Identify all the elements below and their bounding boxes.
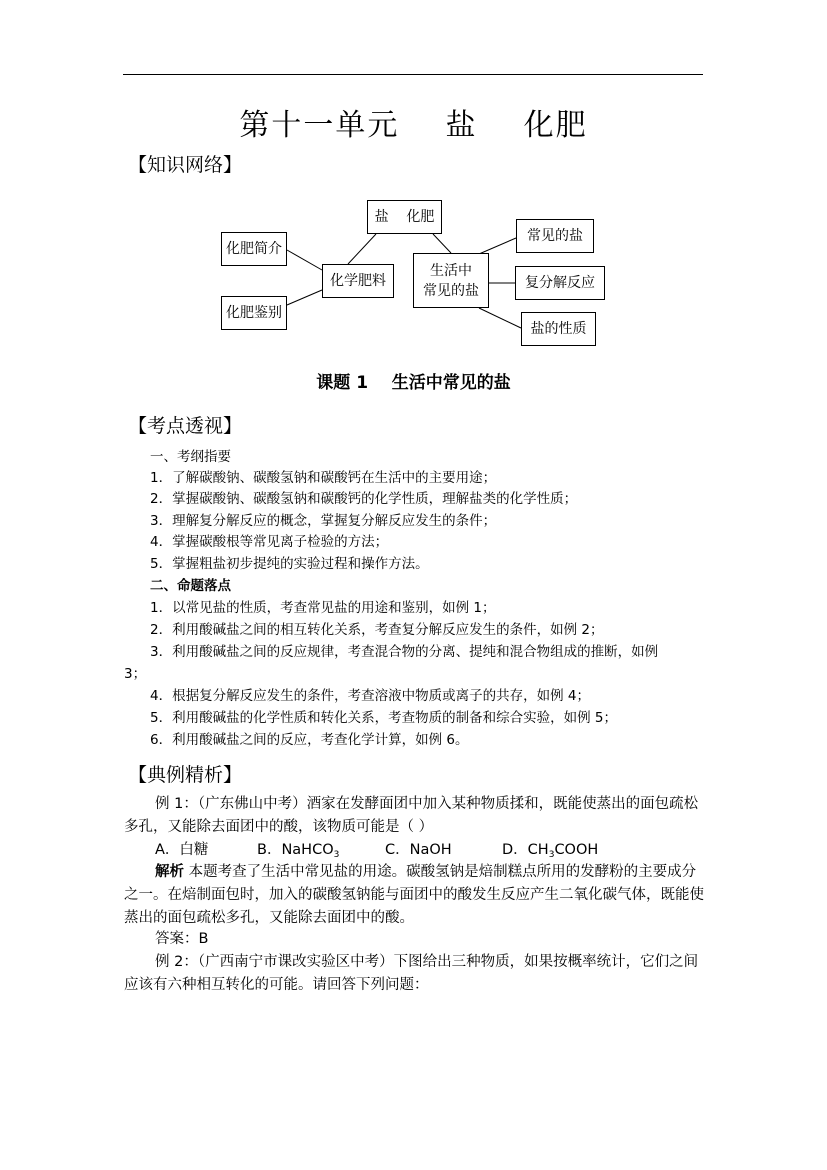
- outline-item: 2．掌握碳酸钠、碳酸氢钠和碳酸钙的化学性质，理解盐类的化学性质；: [150, 491, 578, 507]
- option-a: A．白糖: [155, 842, 209, 858]
- diagram-node-double-decomposition: 复分解反应: [515, 266, 605, 300]
- example-1-answer: 答案：B: [155, 931, 209, 947]
- diagram-node-salt-properties: 盐的性质: [521, 312, 596, 346]
- connector-left-top: [287, 250, 322, 270]
- option-d: D．$CH_3COOH$: [502, 842, 599, 860]
- section-exam-points: 【考点透视】: [128, 415, 243, 437]
- diagram-node-common-salt: 生活中 常见的盐: [413, 253, 489, 308]
- outline-item: 3．利用酸碱盐之间的反应规律，考查混合物的分离、提纯和混合物组成的推断，如例: [150, 644, 659, 660]
- outline-item: 5．利用酸碱盐的化学性质和转化关系，考查物质的制备和综合实验，如例 5；: [150, 710, 617, 726]
- analysis-label: 解析: [155, 864, 184, 880]
- outline-item: 6．利用酸碱盐之间的反应，考查化学计算，如例 6。: [150, 732, 469, 748]
- outline-item: 4．掌握碳酸根等常见离子检验的方法；: [150, 534, 389, 550]
- connector-right-top: [479, 238, 516, 254]
- knowledge-diagram: [205, 190, 615, 355]
- outline-item: 5．掌握粗盐初步提纯的实验过程和操作方法。: [150, 556, 429, 572]
- outline-item: 2．利用酸碱盐之间的相互转化关系，考查复分解反应发生的条件，如例 2；: [150, 622, 604, 638]
- connector-root-left: [348, 234, 376, 264]
- section-examples: 【典例精析】: [128, 764, 243, 786]
- unit-title: 第十一单元 盐 化肥: [239, 108, 588, 143]
- analysis-text: 本题考查了生活中常见盐的用途。碳酸氢钠是焙制糕点所用的发酵粉的主要成分之一。在焙制面包时，加入的碳酸氢钠能与面团中的酸发生反应产生二氧化碳气体，既能使蒸出的面包疏松多孔，又能除去面团中的酸。: [124, 864, 704, 926]
- lesson-title: 课题 1 生活中常见的盐: [316, 373, 511, 393]
- option-b: B．NaHCO$_3$: [257, 842, 340, 860]
- outline-item: 4．根据复分解反应发生的条件，考查溶液中物质或离子的共存，如例 4；: [150, 688, 590, 704]
- connector-root-right: [433, 234, 451, 253]
- diagram-node-salts: 常见的盐: [516, 219, 594, 253]
- outline-heading-2: 二、命题落点: [150, 578, 231, 594]
- diagram-node-fertilizer-intro: 化肥简介: [221, 232, 287, 266]
- outline-item: 1．以常见盐的性质，考查常见盐的用途和鉴别，如例 1；: [150, 600, 496, 616]
- outline-item: 1．了解碳酸钠、碳酸氢钠和碳酸钙在生活中的主要用途；: [150, 470, 497, 486]
- diagram-node-fertilizer: 化学肥料: [322, 264, 394, 298]
- outline-item-continuation: 3；: [124, 666, 147, 682]
- connector-left-bottom: [287, 290, 322, 305]
- example-2-question: 例 2：（广西南宁市课改实验区中考）下图给出三种物质，如果按概率统计，它们之间应该有六种相互转化的可能。请回答下列问题：: [124, 954, 699, 993]
- option-c: C．NaOH: [385, 842, 452, 858]
- connector-right-bottom: [479, 308, 521, 328]
- outline-item: 3．理解复分解反应的概念，掌握复分解反应发生的条件；: [150, 513, 497, 529]
- header-rule: [123, 74, 703, 75]
- diagram-node-fertilizer-identify: 化肥鉴别: [221, 296, 287, 330]
- diagram-root-node: 盐 化肥: [367, 200, 442, 234]
- example-1-analysis: [124, 861, 706, 930]
- outline-heading-1: 一、考纲指要: [150, 449, 231, 465]
- section-knowledge-network: 【知识网络】: [128, 154, 243, 176]
- example-1-question: 例 1：（广东佛山中考）酒家在发酵面团中加入某种物质揉和，既能使蒸出的面包疏松多孔，又能除去面团中的酸，该物质可能是（ ）: [124, 796, 699, 835]
